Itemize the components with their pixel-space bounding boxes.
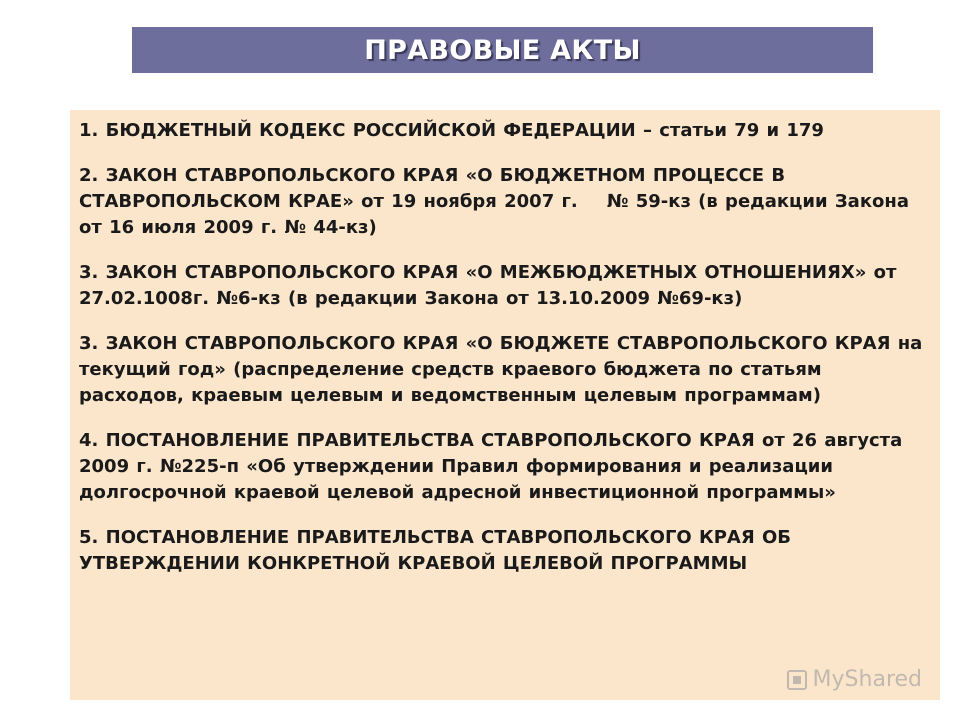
title-bar: [132, 27, 873, 73]
list-item: 3. ЗАКОН СТАВРОПОЛЬСКОГО КРАЯ «О БЮДЖЕТЕ СТАВРОПОЛЬСКОГО КРАЯ на текущий год» (распределение средств краевого бюджета по статьям расходов, краевым целевым и ведомственным целевым программам): [79, 333, 930, 406]
list-item: 1. БЮДЖЕТНЫЙ КОДЕКС РОССИЙСКОЙ ФЕДЕРАЦИИ – статьи 79 и 179: [79, 120, 824, 141]
watermark-text: MyShared: [812, 667, 922, 692]
list-item: 5. ПОСТАНОВЛЕНИЕ ПРАВИТЕЛЬСТВА СТАВРОПОЛЬСКОГО КРАЯ ОБ УТВЕРЖДЕНИИ КОНКРЕТНОЙ КРАЕВОЙ ЦЕЛЕВОЙ ПРОГРАММЫ: [79, 527, 799, 574]
page-title: ПРАВОВЫЕ АКТЫ: [364, 34, 641, 66]
list-item: 4. ПОСТАНОВЛЕНИЕ ПРАВИТЕЛЬСТВА СТАВРОПОЛЬСКОГО КРАЯ от 26 августа 2009 г. №225-п «Об утверждении Правил формирования и реализации долгосрочной краевой целевой адресной инвестиционной программы»: [79, 430, 910, 503]
content-panel: [70, 110, 940, 700]
watermark: [787, 667, 922, 692]
list-item: 2. ЗАКОН СТАВРОПОЛЬСКОГО КРАЯ «О БЮДЖЕТНОМ ПРОЦЕССЕ В СТАВРОПОЛЬСКОМ КРАЕ» от 19 ноября 2007 г. № 59-кз (в редакции Закона от 16 июля 2009 г. № 44-кз): [79, 165, 917, 238]
myshared-logo-icon: [787, 670, 807, 690]
list-item: 3. ЗАКОН СТАВРОПОЛЬСКОГО КРАЯ «О МЕЖБЮДЖЕТНЫХ ОТНОШЕНИЯХ» от 27.02.1008г. №6-кз (в редакции Закона от 13.10.2009 №69-кз): [79, 262, 904, 309]
